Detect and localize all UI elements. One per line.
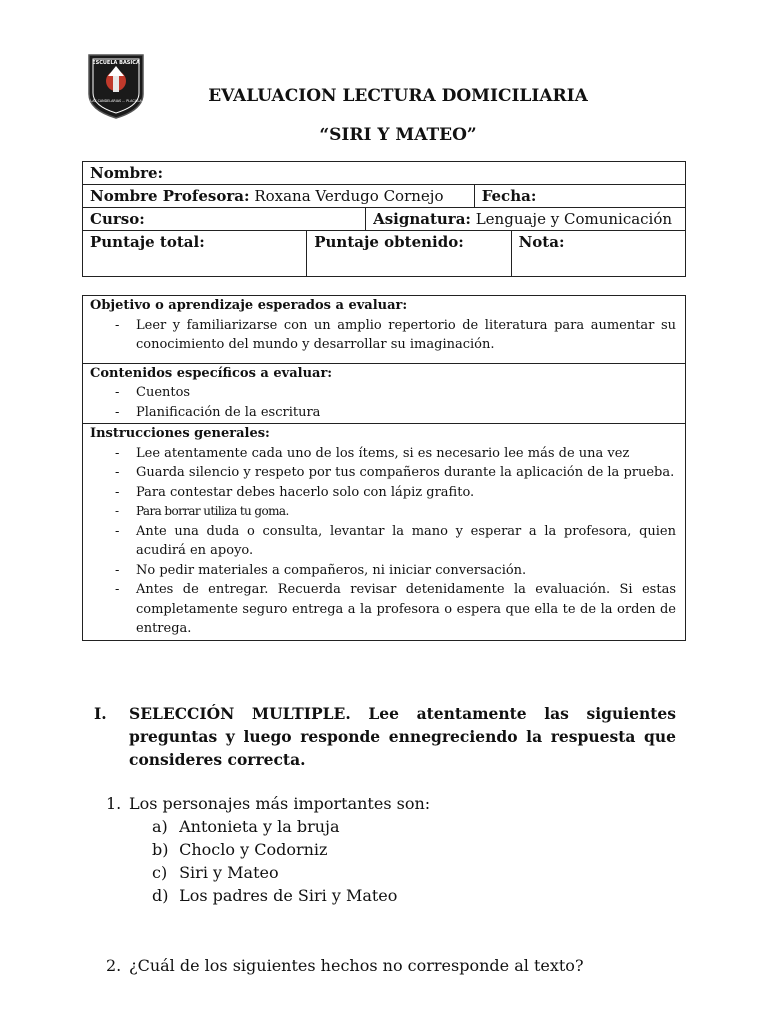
contenidos-section bbox=[83, 363, 685, 424]
section-heading bbox=[94, 702, 676, 771]
question-number: 1. bbox=[106, 794, 122, 813]
list-item: - Cuentos bbox=[90, 383, 676, 403]
list-item: - Lee atentamente cada uno de los ítems, si es necesario lee más de una vez bbox=[90, 444, 676, 464]
info-row-nombre bbox=[83, 162, 685, 184]
instrucciones-heading: Instrucciones generales: bbox=[90, 426, 270, 441]
instructions-box bbox=[82, 295, 686, 641]
info-row-puntaje bbox=[83, 230, 685, 276]
question-text: Los personajes más importantes son: bbox=[129, 794, 431, 813]
instrucciones-section bbox=[83, 423, 685, 640]
list-item: - No pedir materiales a compañeros, ni iniciar conversación. bbox=[90, 561, 676, 581]
list-item: - Para borrar utiliza tu goma. bbox=[90, 502, 676, 522]
question-2 bbox=[106, 954, 584, 977]
puntaje-total-field[interactable]: Puntaje total: bbox=[90, 233, 205, 251]
asignatura-field: Asignatura: Lenguaje y Comunicación bbox=[365, 208, 685, 230]
info-row-curso bbox=[83, 207, 685, 230]
objetivo-heading: Objetivo o aprendizaje esperados a evaluar: bbox=[90, 298, 408, 313]
question-number: 2. bbox=[106, 956, 122, 975]
logo-top-text: ESCUELA BASICA bbox=[92, 60, 140, 66]
profesora-field: Nombre Profesora: Roxana Verdugo Cornejo bbox=[90, 187, 444, 205]
option-a[interactable]: a) Antonieta y la bruja bbox=[152, 817, 340, 836]
book-title: “SIRI Y MATEO” bbox=[319, 125, 477, 145]
question-text: ¿Cuál de los siguientes hechos no corresponde al texto? bbox=[129, 956, 584, 975]
nombre-field[interactable]: Nombre: bbox=[90, 164, 164, 182]
list-item: - Guarda silencio y respeto por tus compañeros durante la aplicación de la prueba. bbox=[90, 463, 676, 483]
section-instructions: SELECCIÓN MULTIPLE. Lee atentamente las siguientes preguntas y luego responde ennegreciendo la respuesta que consideres correcta. bbox=[129, 704, 676, 769]
document-title: EVALUACION LECTURA DOMICILIARIA bbox=[208, 86, 588, 106]
list-item: - Ante una duda o consulta, levantar la mano y esperar a la profesora, quien acudirá en apoyo. bbox=[90, 522, 676, 561]
list-item: - Leer y familiarizarse con un amplio repertorio de literatura para aumentar su conocimiento del mundo y desarrollar su imaginación. bbox=[90, 316, 676, 355]
question-1-options bbox=[152, 815, 397, 907]
logo-bottom-text: LAS CANDELARIAS ... PLACILLA bbox=[90, 99, 142, 103]
objetivo-section bbox=[83, 296, 685, 363]
option-b[interactable]: b) Choclo y Codorniz bbox=[152, 840, 328, 859]
option-d[interactable]: d) Los padres de Siri y Mateo bbox=[152, 886, 398, 905]
section-number: I. bbox=[94, 704, 107, 723]
curso-field[interactable]: Curso: bbox=[90, 210, 145, 228]
list-item: - Antes de entregar. Recuerda revisar detenidamente la evaluación. Si estas completamente seguro entrega a la profesora o espera que ella te de la orden de entrega. bbox=[90, 580, 676, 639]
nota-field[interactable]: Nota: bbox=[511, 231, 685, 276]
question-1 bbox=[106, 792, 430, 815]
option-c[interactable]: c) Siri y Mateo bbox=[152, 863, 279, 882]
info-row-profesora bbox=[83, 184, 685, 207]
student-info-table bbox=[82, 161, 686, 277]
fecha-field[interactable]: Fecha: bbox=[474, 185, 685, 207]
puntaje-obtenido-field[interactable]: Puntaje obtenido: bbox=[306, 231, 510, 276]
list-item: - Planificación de la escritura bbox=[90, 403, 676, 423]
list-item: - Para contestar debes hacerlo solo con lápiz grafito. bbox=[90, 483, 676, 503]
contenidos-heading: Contenidos específicos a evaluar: bbox=[90, 365, 333, 381]
